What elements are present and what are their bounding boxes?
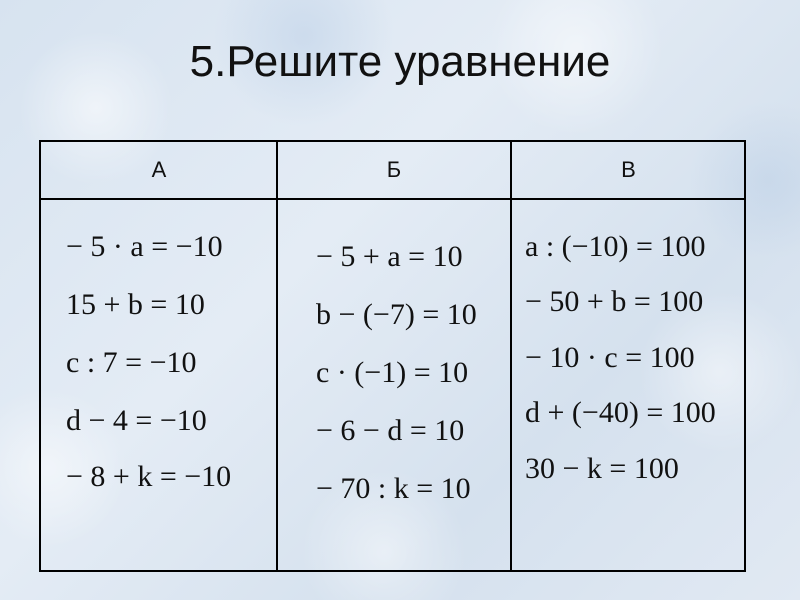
equation-b-5: − 70 : k = 10 bbox=[316, 472, 471, 505]
equation-v-4: d + (−40) = 100 bbox=[525, 396, 716, 429]
equation-v-5: 30 − k = 100 bbox=[525, 452, 679, 485]
equation-b-1: − 5 + a = 10 bbox=[316, 240, 463, 273]
equations-table bbox=[39, 140, 746, 572]
equation-b-3: c · (−1) = 10 bbox=[316, 356, 469, 389]
header-column-a: А bbox=[151, 157, 167, 182]
equation-a-4: d − 4 = −10 bbox=[66, 404, 207, 437]
header-column-b: Б bbox=[386, 157, 402, 182]
equation-v-1: a : (−10) = 100 bbox=[525, 230, 706, 263]
header-column-v: В bbox=[621, 157, 636, 182]
equation-a-5: − 8 + k = −10 bbox=[66, 460, 232, 493]
slide-title: 5.Решите уравнение bbox=[189, 37, 611, 86]
column-divider bbox=[510, 142, 512, 570]
equation-a-2: 15 + b = 10 bbox=[66, 288, 205, 321]
equation-b-2: b − (−7) = 10 bbox=[316, 298, 477, 331]
equation-b-4: − 6 − d = 10 bbox=[316, 414, 465, 447]
equation-a-3: c : 7 = −10 bbox=[66, 346, 197, 379]
header-divider bbox=[41, 198, 744, 200]
equation-v-3: − 10 · c = 100 bbox=[525, 341, 695, 374]
equation-v-2: − 50 + b = 100 bbox=[525, 285, 704, 318]
column-divider bbox=[276, 142, 278, 570]
equation-a-1: − 5 · a = −10 bbox=[66, 230, 223, 263]
